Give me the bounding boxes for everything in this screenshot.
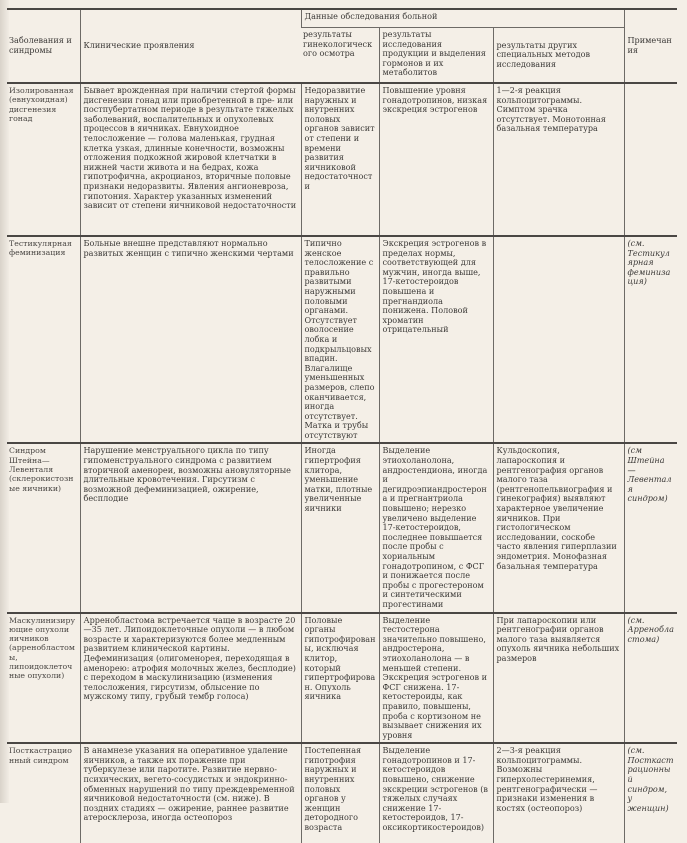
header-disease: Заболевания и синдромы	[7, 9, 80, 83]
table-row	[7, 613, 677, 744]
header-clinical: Клинические проявления	[80, 9, 301, 83]
cell-hormones: Повышение уровня гонадотропинов, низкая экскреция эстрогенов	[379, 83, 493, 236]
cell-hormones: Экскреция эстрогенов в пределах нормы, соответствующей для мужчин, иногда выше, 17-кетостероидов повышена и прегнандиола понижена. Половой хроматин отрицательный	[379, 236, 493, 443]
cell-clinical: Больные внешне представляют нормально развитых женщин с типично женскими чертами	[80, 236, 301, 443]
cell-gyn: Недоразвитие наружных и внутренних половых органов зависит от степени и времени развития яичниковой недостаточности	[301, 83, 379, 236]
cell-hormones: Выделение этиохоланолона, андростендиона, иногда и дегидроэпиандростерона и прегнантриола повышено; нерезко увеличено выделение 17-кетостероидов, последнее повышается после пробы с хориальным гонадотропином, с ФСГ и понижается после пробы с прогестероном и синтетическими прогестинами	[379, 443, 493, 612]
diagnosis-table	[7, 8, 677, 843]
table-row	[7, 743, 677, 843]
cell-gyn: Типично женское телосложение с правильно развитыми наружными половыми органами. Отсутствует оволосение лобка и подкрыльцовых впадин. Влагалище уменьшенных размеров, слепо оканчивается, иногда отсутствует. Матка и трубы отсутствуют	[301, 236, 379, 443]
cell-clinical: Арренобластома встречается чаще в возрасте 20—35 лет. Липоидоклеточные опухоли — в любом возрасте и характеризуются более медленным развитием клинической картины. Дефеминизация (олигоменорея, переходящая в аменорею: атрофия молочных желез, бесплодие) с переходом в маскулинизацию (изменения телосложения, гирсутизм, облысение по мужскому типу, грубый тембр голоса)	[80, 613, 301, 744]
header-hormones: результаты исследования продукции и выделения гормонов и их метаболитов	[379, 28, 493, 84]
cell-other: 1—2-я реакция кольпоцитограммы. Симптом зрачка отсутствует. Монотонная базальная температура	[493, 83, 624, 236]
table-row	[7, 83, 677, 236]
cell-disease: Посткастрационный синдром	[7, 743, 80, 843]
cell-clinical: Бывает врожденная при наличии стертой формы дисгенезии гонад или приобретенной в пре- или постпубертатном периоде в результате тяжелых заболеваний, воспалительных и опухолевых процессов в яичниках. Евнухоидное телосложение — голова маленькая, грудная клетка узкая, длинные конечности, возможны отложения подкожной жировой клетчатки в нижней части живота и на бедрах, кожа гипотрофична, акроцианоз, вторичные половые признаки недоразвиты. Явления ангионевроза, гипотония. Характер указанных изменений зависит от степени яичниковой недостаточности	[80, 83, 301, 236]
header-row	[7, 9, 677, 28]
table-row	[7, 443, 677, 612]
cell-clinical: В анамнезе указания на оперативное удаление яичников, а также их поражение при туберкулезе или паротите. Развитие нервно-психических, вегето-сосудистых и эндокринно-обменных нарушений по типу преждевременной яичниковой недостаточности (см. ниже). В поздних стадиях — ожирение, раннее развитие атеросклероза, иногда остеопороз	[80, 743, 301, 843]
cell-notes: (см. Тестикулярная феминизация)	[624, 236, 677, 443]
cell-other: При лапароскопии или рентгенографии органов малого таза выявляется опухоль яичника небольших размеров	[493, 613, 624, 744]
header-notes: Примечания	[624, 9, 677, 83]
header-other: результаты других специальных методов исследования	[493, 28, 624, 84]
cell-disease: Изолированная (евнухоидная) дисгенезия гонад	[7, 83, 80, 236]
cell-other: 2—3-я реакция кольпоцитограммы. Возможны гиперхолестеринемия, рентгенографически — признаки изменения в костях (остеопороз)	[493, 743, 624, 843]
cell-notes: (см. Арренобластома)	[624, 613, 677, 744]
cell-disease: Синдром Штейна—Левенталя (склерокистозные яичники)	[7, 443, 80, 612]
cell-clinical: Нарушение менструального цикла по типу гипоменструального синдрома с развитием вторичной аменореи, возможны ановуляторные длительные кровотечения. Гирсутизм с возможной дефеминизацией, ожирение, бесплодие	[80, 443, 301, 612]
cell-gyn: Постепенная гипотрофия наружных и внутренних половых органов у женщин детородного возраста	[301, 743, 379, 843]
table-row	[7, 236, 677, 443]
cell-other: Кульдоскопия, лапароскопия и рентгенография органов малого таза (рентгенопельвиография и гинекография) выявляют характерное увеличение яичников. При гистологическом исследовании, соскобе часто явления гиперплазии эндометрия. Монофазная базальная температура	[493, 443, 624, 612]
cell-other	[493, 236, 624, 443]
cell-notes: (см. Посткастрационный синдром, у женщин)	[624, 743, 677, 843]
header-gyn: результаты гинекологического осмотра	[303, 29, 373, 59]
cell-hormones: Выделение гонадотропинов и 17-кетостероидов повышено, снижение экскреции эстрогенов (в тяжелых случаях снижение 17-кетостероидов, 17-оксикортикостероидов)	[379, 743, 493, 843]
cell-disease: Маскулинизирующие опухоли яичников (арренобластомы, липоидоклеточные опухоли)	[7, 613, 80, 744]
cell-gyn: Половые органы гипотрофированы, исключая клитор, который гипертрофирован. Опухоль яичника	[301, 613, 379, 744]
cell-hormones: Выделение тестостерона значительно повышено, андростерона, этиохоланолона — в меньшей степени. Экскреция эстрогенов и ФСГ снижена. 17-кетостероиды, как правило, повышены, проба с кортизоном не вызывает снижения их уровня	[379, 613, 493, 744]
cell-notes	[624, 83, 677, 236]
cell-disease: Тестикулярная феминизация	[7, 236, 80, 443]
header-exam-group: Данные обследования больной	[301, 9, 624, 28]
cell-notes: (см Штейна — Левенталя синдром)	[624, 443, 677, 612]
cell-gyn: Иногда гипертрофия клитора, уменьшение матки, плотные увеличенные яичники	[301, 443, 379, 612]
